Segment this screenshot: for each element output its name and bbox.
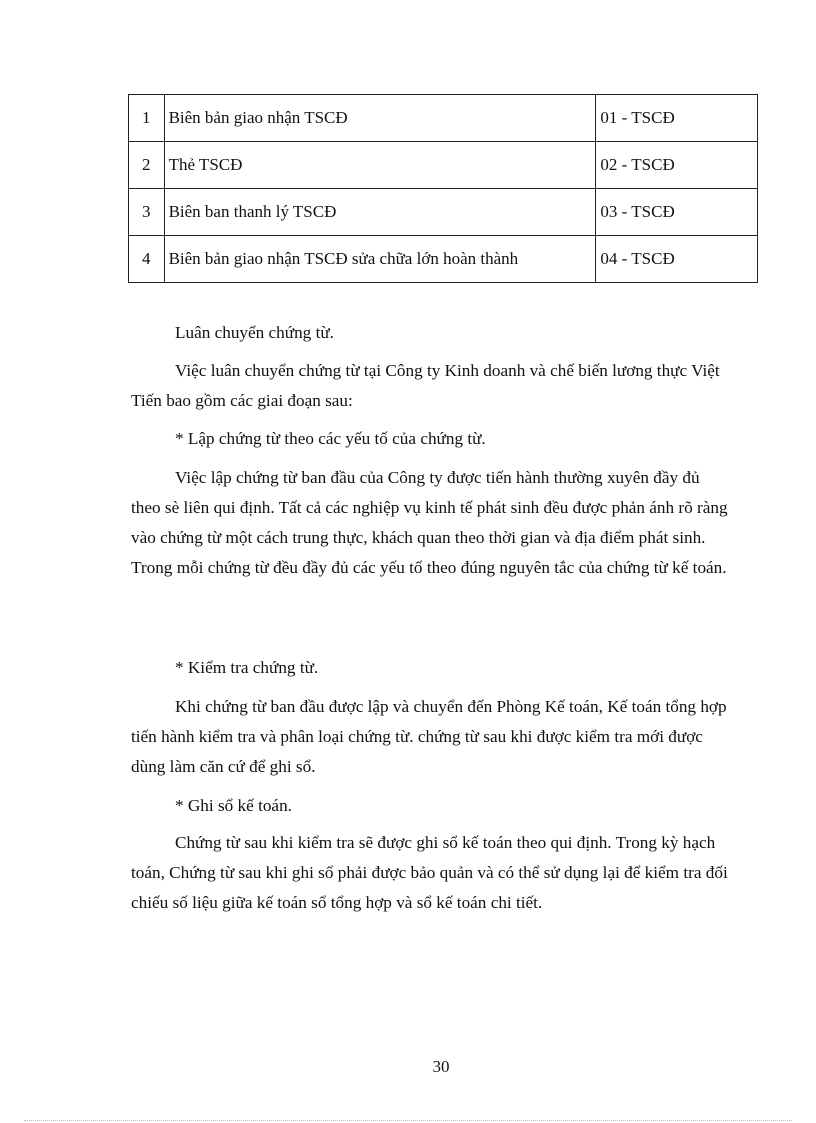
document-name: Thẻ TSCĐ <box>164 142 596 189</box>
document-name: Biên ban thanh lý TSCĐ <box>164 189 596 236</box>
form-code: 02 - TSCĐ <box>596 142 758 189</box>
paragraph-check-heading: * Kiểm tra chứng từ. <box>175 658 319 677</box>
document-name: Biên bản giao nhận TSCĐ <box>164 95 596 142</box>
paragraph-prepare-body: Việc lập chứng từ ban đầu của Công ty được tiến hành thường xuyên đầy đủ theo sè liên qui định. Tất cả các nghiệp vụ kinh tế phát sinh đều được phản ánh rõ ràng vào chứng từ một cách trung thực, khách quan theo thời gian và địa điểm phát sinh. Trong mỗi chứng từ đều đầy đủ các yếu tố theo đúng nguyên tắc của chứng từ kế toán. <box>131 468 728 577</box>
footer-divider <box>24 1120 792 1121</box>
paragraph-record-body: Chứng từ sau khi kiểm tra sẽ được ghi sổ kế toán theo qui định. Trong kỳ hạch toán, Chứng từ sau khi ghi sổ phải được bảo quản và có thể sử dụng lại để kiểm tra đối chiếu số liệu giữa kế toán sổ tổng hợp và sổ kế toán chi tiết. <box>131 833 728 912</box>
paragraph-record-heading: * Ghi sổ kế toán. <box>175 796 292 815</box>
table-row <box>129 189 758 236</box>
page-number: 30 <box>432 1057 450 1076</box>
row-number: 2 <box>129 142 165 189</box>
table-row <box>129 236 758 283</box>
table-row <box>129 142 758 189</box>
paragraph-circulation-heading: Luân chuyển chứng từ. <box>175 323 334 342</box>
paragraph-check-body: Khi chứng từ ban đầu được lập và chuyển đến Phòng Kế toán, Kế toán tổng hợp tiến hành kiểm tra và phân loại chứng từ. chứng từ sau khi được kiểm tra mới được dùng làm căn cứ để ghi sổ. <box>131 697 727 776</box>
row-number: 4 <box>129 236 165 283</box>
document-name: Biên bản giao nhận TSCĐ sửa chữa lớn hoàn thành <box>164 236 596 283</box>
row-number: 1 <box>129 95 165 142</box>
form-code: 04 - TSCĐ <box>596 236 758 283</box>
form-code: 03 - TSCĐ <box>596 189 758 236</box>
paragraph-circulation-intro: Việc luân chuyển chứng từ tại Công ty Kinh doanh và chế biến lương thực Việt Tiến bao gồm các giai đoạn sau: <box>131 361 720 410</box>
paragraph-prepare-heading: * Lập chứng từ theo các yếu tố của chứng từ. <box>175 429 486 448</box>
table-row <box>129 95 758 142</box>
document-forms-table <box>128 94 758 283</box>
row-number: 3 <box>129 189 165 236</box>
form-code: 01 - TSCĐ <box>596 95 758 142</box>
